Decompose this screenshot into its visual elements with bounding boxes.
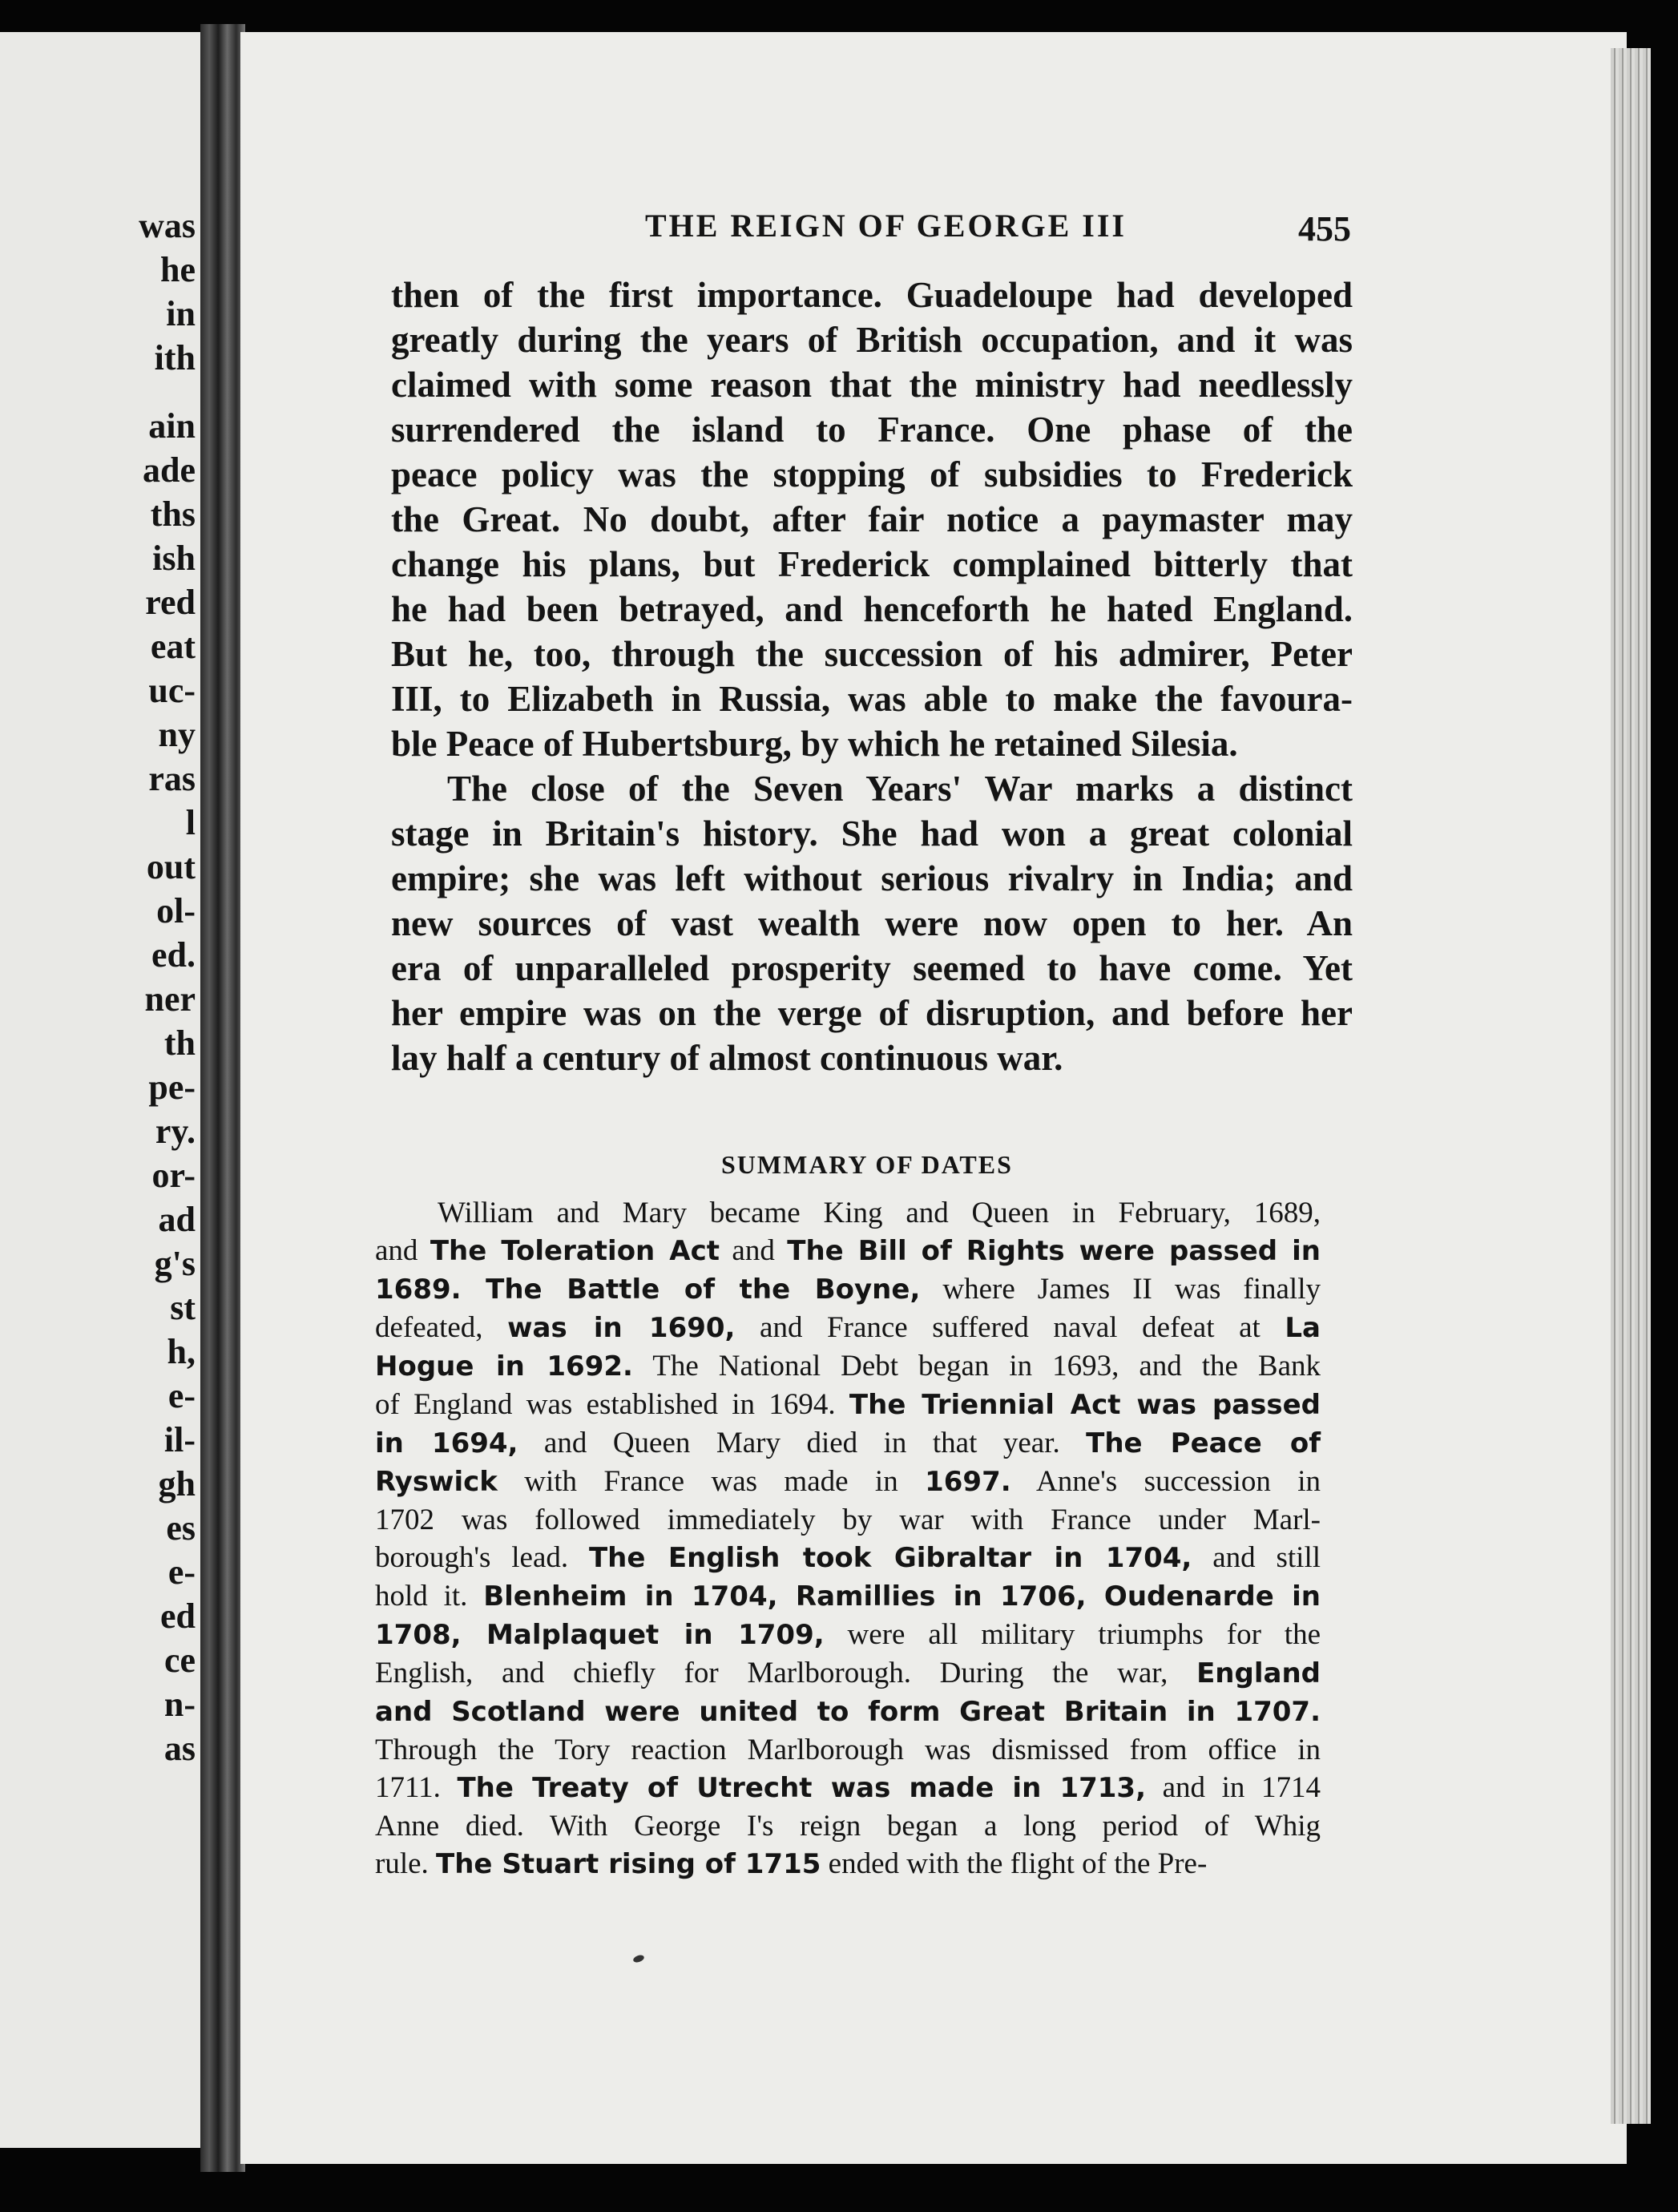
facing-page-fragment: g's: [154, 1244, 196, 1283]
page-number: 455: [1298, 209, 1351, 248]
facing-page-fragment: ras: [148, 759, 196, 798]
body-line: lay half a century of almost continuous war.: [391, 1038, 1063, 1078]
facing-page-fragment: pe-: [148, 1068, 196, 1107]
facing-page-fragment: ol-: [156, 891, 196, 930]
summary-bold-run: The Treaty of Utrecht was made in 1713,: [457, 1772, 1147, 1804]
facing-page-fragment: as: [163, 1729, 196, 1768]
facing-page-fragment: ry.: [155, 1112, 196, 1151]
summary-run: of England was established in 1694.: [375, 1388, 849, 1421]
summary-bold-run: was in 1690,: [507, 1312, 736, 1344]
summary-line: [375, 1731, 1321, 1769]
summary-line: [375, 1769, 1321, 1807]
summary-bold-run: The English took Gibraltar in 1704,: [588, 1542, 1192, 1574]
summary-run: were all military triumphs for the: [824, 1618, 1321, 1651]
facing-page-fragment: was: [139, 206, 196, 245]
body-line: greatly during the years of British occupation, and it was: [391, 320, 1353, 360]
body-line: stage in Britain's history. She had won a great colonial: [391, 813, 1353, 854]
summary-run: Anne died. With George I's reign began a long period of Whig: [375, 1810, 1321, 1843]
summary-run: 1702 was followed immediately by war with France under Marl-: [375, 1504, 1321, 1536]
summary-line: [375, 1807, 1321, 1845]
summary-run: 1711.: [375, 1771, 458, 1804]
summary-bold-run: Blenheim in 1704, Ramillies in 1706, Oudenarde in: [483, 1580, 1321, 1613]
summary-bold-run: The Toleration Act: [430, 1235, 720, 1267]
summary-bold-run: The Triennial Act was passed: [849, 1389, 1321, 1421]
summary-run: hold it.: [375, 1580, 484, 1613]
facing-page-fragment: th: [163, 1023, 196, 1063]
summary-run: and France suffered naval defeat at: [735, 1311, 1285, 1344]
body-line: change his plans, but Frederick complained bitterly that: [391, 544, 1353, 584]
summary-line: [375, 1654, 1321, 1693]
summary-bold-run: The Stuart rising of 1715: [436, 1848, 821, 1880]
summary-line: [375, 1577, 1321, 1616]
body-line: But he, too, through the succession of his admirer, Peter: [391, 634, 1353, 674]
summary-run: and Queen Mary died in that year.: [518, 1427, 1087, 1459]
facing-page-fragment: ed: [160, 1596, 196, 1636]
body-line: the Great. No doubt, after fair notice a paymaster may: [391, 499, 1353, 539]
summary-line: [375, 1194, 1321, 1232]
summary-run: Anne's succession in: [1010, 1465, 1321, 1498]
summary-run: rule.: [375, 1847, 437, 1880]
summary-bold-run: 1697.: [925, 1466, 1011, 1498]
summary-run: and still: [1192, 1541, 1321, 1574]
summary-line: [375, 1232, 1321, 1270]
facing-page-fragment: e-: [167, 1552, 196, 1592]
facing-page: [0, 32, 207, 2148]
summary-line: [375, 1270, 1321, 1309]
facing-page-fragment: ce: [163, 1641, 196, 1680]
summary-line: [375, 1693, 1321, 1731]
body-line: ble Peace of Hubertsburg, by which he retained Silesia.: [391, 724, 1238, 764]
body-line: then of the first importance. Guadeloupe had developed: [391, 275, 1353, 315]
body-line: III, to Elizabeth in Russia, was able to make the favoura-: [391, 679, 1353, 719]
facing-page-fragment: ny: [158, 715, 196, 754]
facing-page-fragment: n-: [163, 1685, 196, 1724]
facing-page-fragment: e-: [167, 1376, 196, 1415]
facing-page-fragment: es: [166, 1508, 196, 1548]
summary-run: borough's lead.: [375, 1541, 589, 1574]
summary-run: and: [375, 1234, 430, 1267]
body-line: new sources of vast wealth were now open to her. An: [391, 903, 1353, 943]
summary-run: where James II was finally: [920, 1273, 1321, 1306]
summary-run: defeated,: [375, 1311, 508, 1344]
facing-page-fragment: in: [166, 294, 196, 333]
summary-bold-run: The Bill of Rights were passed in: [787, 1235, 1321, 1267]
summary-run: William and Mary became King and Queen in February, 1689,: [438, 1197, 1321, 1229]
body-line: surrendered the island to France. One phase of the: [391, 410, 1353, 450]
summary-line: [375, 1463, 1321, 1501]
facing-page-fragment: l: [185, 803, 196, 842]
facing-page-fragment: out: [146, 847, 196, 886]
facing-page-fragment: red: [145, 583, 196, 622]
summary-run: The National Debt began in 1693, and the Bank: [632, 1350, 1321, 1382]
summary-line: [375, 1539, 1321, 1577]
body-line: empire; she was left without serious rivalry in India; and: [391, 858, 1353, 898]
body-line: The close of the Seven Years' War marks a distinct: [447, 769, 1353, 809]
facing-page-fragment: ith: [154, 338, 196, 377]
summary-line: [375, 1424, 1321, 1463]
facing-page-fragment: st: [170, 1288, 196, 1327]
summary-line: [375, 1501, 1321, 1539]
facing-page-fragment: ain: [148, 406, 196, 446]
facing-page-fragment: ade: [143, 450, 196, 490]
summary-run: with France was made in: [497, 1465, 926, 1498]
body-line: peace policy was the stopping of subsidies to Frederick: [391, 454, 1353, 494]
facing-page-fragment: gh: [158, 1464, 196, 1504]
summary-run: English, and chiefly for Marlborough. During the war,: [375, 1657, 1197, 1689]
facing-page-fragment: uc-: [148, 671, 196, 710]
summary-heading: SUMMARY OF DATES: [721, 1150, 1013, 1179]
facing-page-fragment: ad: [158, 1200, 196, 1239]
running-head: THE REIGN OF GEORGE III: [645, 208, 1127, 244]
summary-line: [375, 1845, 1321, 1883]
page-edges: [1611, 48, 1651, 2124]
summary-bold-run: Ryswick: [375, 1466, 498, 1498]
summary-line: [375, 1386, 1321, 1424]
body-line: her empire was on the verge of disruption, and before her: [391, 993, 1353, 1033]
facing-page-fragment: or-: [151, 1156, 196, 1195]
body-line: claimed with some reason that the ministry had needlessly: [391, 365, 1353, 405]
book-gutter: [200, 24, 245, 2172]
body-line: era of unparalleled prosperity seemed to have come. Yet: [391, 948, 1353, 988]
summary-bold-run: 1689. The Battle of the Boyne,: [375, 1274, 921, 1306]
facing-page-fragment: ner: [144, 979, 196, 1019]
facing-page-fragment: h,: [167, 1332, 196, 1371]
body-line: he had been betrayed, and henceforth he hated England.: [391, 589, 1353, 629]
facing-page-fragment: ed.: [151, 935, 196, 975]
summary-run: and: [720, 1234, 788, 1267]
summary-bold-run: England: [1196, 1657, 1321, 1689]
summary-run: Through the Tory reaction Marlborough was dismissed from office in: [375, 1734, 1321, 1766]
summary-bold-run: in 1694,: [375, 1427, 518, 1459]
summary-bold-run: 1708, Malplaquet in 1709,: [375, 1619, 825, 1651]
summary-bold-run: Hogue in 1692.: [375, 1350, 633, 1382]
summary-bold-run: La: [1285, 1312, 1321, 1344]
summary-line: [375, 1309, 1321, 1347]
facing-page-fragment: ths: [150, 494, 196, 534]
summary-run: ended with the flight of the Pre-: [821, 1847, 1208, 1880]
facing-page-fragment: eat: [150, 627, 196, 666]
summary-run: and in 1714: [1146, 1771, 1321, 1804]
summary-bold-run: The Peace of: [1086, 1427, 1321, 1459]
facing-page-fragment: ish: [152, 539, 196, 578]
summary-bold-run: and Scotland were united to form Great Britain in 1707.: [375, 1696, 1321, 1728]
facing-page-fragment: he: [160, 250, 196, 289]
summary-line: [375, 1347, 1321, 1386]
summary-line: [375, 1616, 1321, 1654]
summary-text: [375, 1194, 1321, 1883]
body-text: [391, 272, 1353, 1080]
facing-page-fragment: il-: [163, 1420, 196, 1459]
